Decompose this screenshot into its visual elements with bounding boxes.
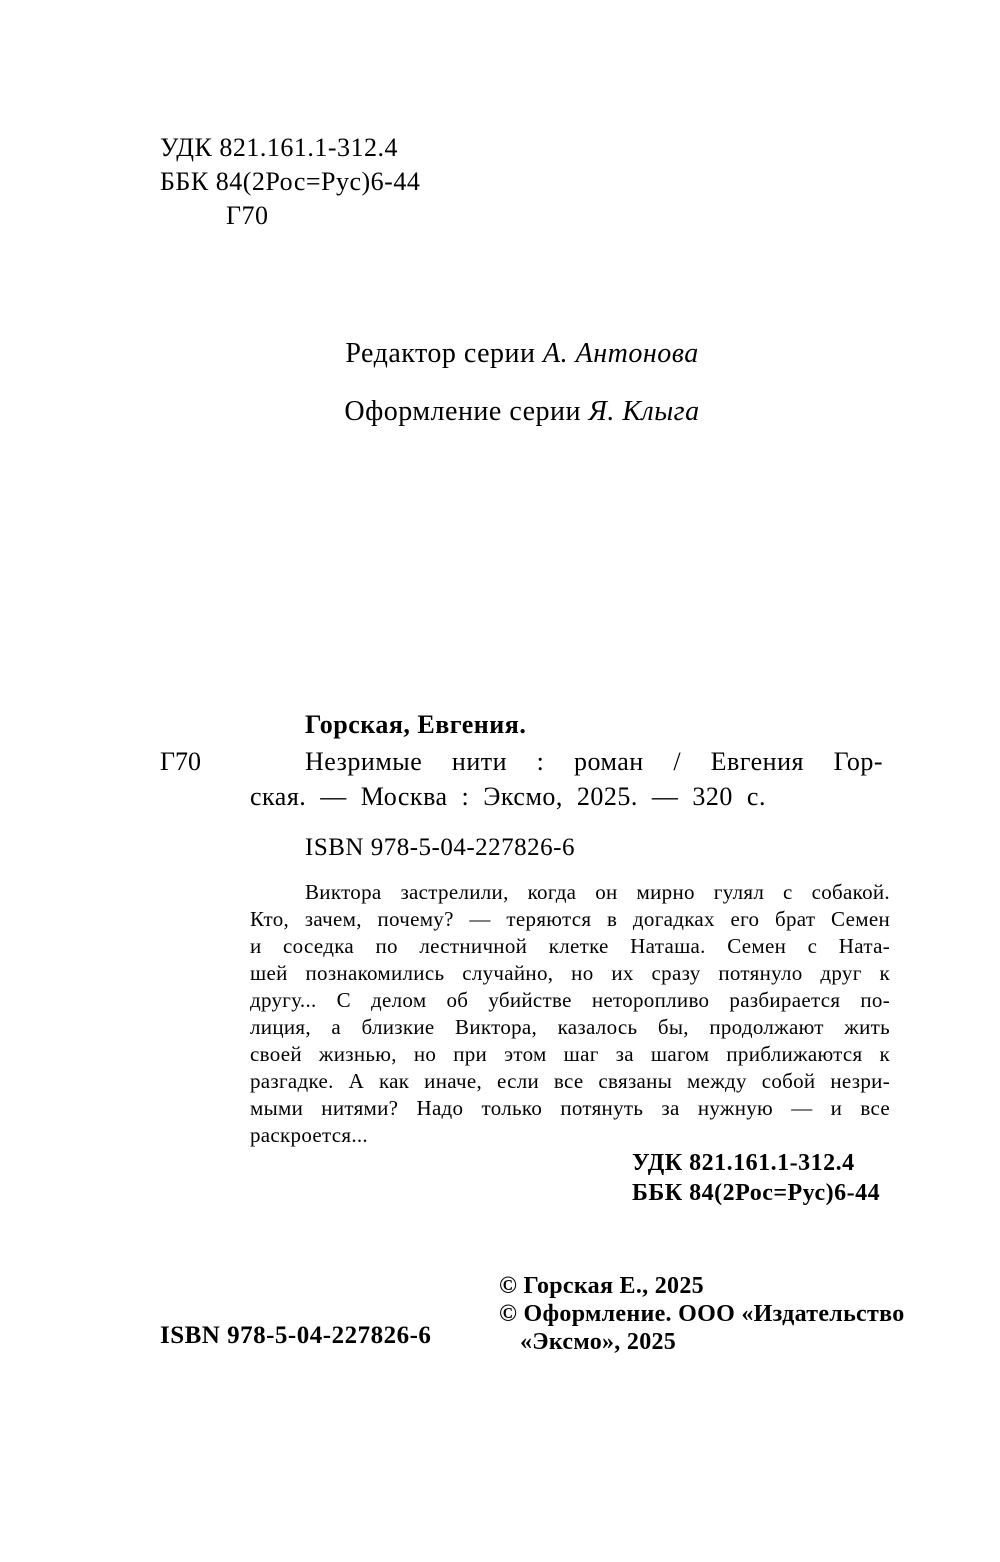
catalog-title-line2: ская. — Москва : Эксмо, 2025. — 320 с. xyxy=(250,782,766,811)
author-sign-card: Г70 xyxy=(160,747,202,776)
copyright-block xyxy=(499,1272,905,1356)
top-bibliographic-codes xyxy=(160,131,420,233)
series-designer-line xyxy=(0,396,1000,428)
copyright-publisher-line2: «Эксмо», 2025 xyxy=(520,1329,677,1355)
bottom-bibliographic-codes xyxy=(632,1148,880,1208)
annotation-line: лиция, а близкие Виктора, казалось бы, продолжают жить xyxy=(250,1015,890,1039)
annotation-line: шей познакомились случайно, но их сразу потянуло друг к xyxy=(250,961,890,985)
annotation-line: мыми нитями? Надо только потянуть за нужную — и все xyxy=(250,1096,890,1120)
isbn-bottom: ISBN 978-5-04-227826-6 xyxy=(160,1322,432,1349)
annotation-line: своей жизнью, но при этом шаг за шагом приближаются к xyxy=(250,1042,890,1066)
catalog-isbn: ISBN 978-5-04-227826-6 xyxy=(305,834,576,861)
annotation-line: раскроется... xyxy=(250,1123,368,1147)
copyright-publisher-line1: © Оформление. ООО «Издательство xyxy=(499,1301,905,1327)
series-credits xyxy=(0,338,1000,454)
catalog-author: Горская, Евгения. xyxy=(305,710,527,739)
copyright-author: © Горская Е., 2025 xyxy=(499,1273,704,1299)
bbk-code-top: ББК 84(2Рос=Рус)6-44 xyxy=(160,167,421,196)
series-editor-name: А. Антонова xyxy=(543,338,699,369)
udk-code-bottom: УДК 821.161.1-312.4 xyxy=(632,1150,855,1176)
annotation-line: и соседка по лестничной клетке Наташа. Семен с Ната- xyxy=(250,934,890,958)
annotation-line: Виктора застрелили, когда он мирно гулял с собакой. xyxy=(305,880,890,904)
annotation-line: разгадке. А как иначе, если все связаны между собой незри- xyxy=(250,1069,890,1093)
author-sign-top: Г70 xyxy=(226,201,269,230)
annotation-paragraph xyxy=(250,879,890,1149)
bbk-code-bottom: ББК 84(2Рос=Рус)6-44 xyxy=(632,1180,881,1206)
series-designer-label: Оформление серии xyxy=(344,396,582,427)
series-editor-line xyxy=(0,338,1000,370)
udk-code-top: УДК 821.161.1-312.4 xyxy=(160,133,399,162)
series-editor-label: Редактор серии xyxy=(345,338,536,369)
catalog-title-line1: Незримые нити : роман / Евгения Гор- xyxy=(305,747,883,776)
series-designer-name: Я. Клыга xyxy=(588,396,700,427)
annotation-line: Кто, зачем, почему? — теряются в догадках его брат Семен xyxy=(250,907,890,931)
annotation-line: другу... С делом об убийстве неторопливо разбирается по- xyxy=(250,988,890,1012)
